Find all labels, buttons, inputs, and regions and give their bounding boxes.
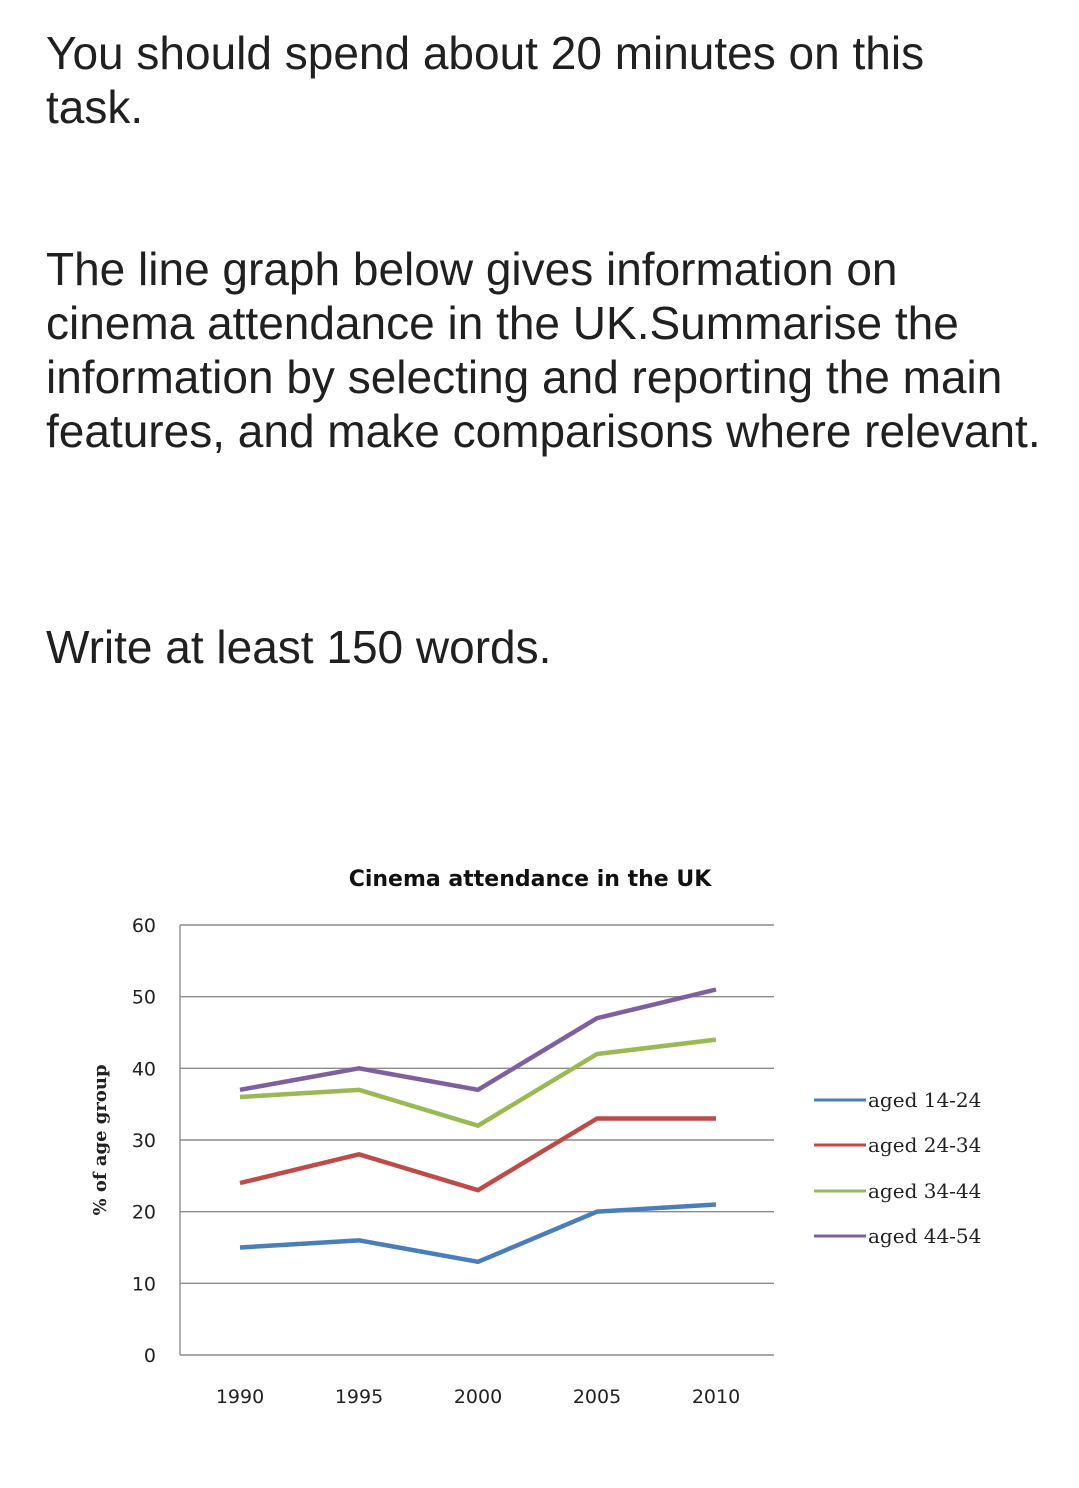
y-tick-label: 50: [131, 986, 156, 1009]
series-line-aged-14-24: [240, 1205, 716, 1262]
chart-title: Cinema attendance in the UK: [348, 867, 712, 892]
legend-entry: [814, 1133, 981, 1157]
x-tick-label: 1990: [215, 1386, 265, 1408]
x-tick-label: 2000: [453, 1386, 503, 1408]
y-tick-label: 40: [131, 1058, 156, 1081]
series-line-aged-34-44: [240, 1040, 716, 1126]
legend-label: aged 34-44: [868, 1179, 982, 1203]
legend-entry: [814, 1088, 981, 1112]
y-tick-label: 60: [131, 915, 156, 937]
y-tick-label: 30: [131, 1130, 156, 1152]
x-tick-label: 1995: [334, 1386, 384, 1408]
x-tick-label: 2010: [691, 1386, 741, 1408]
legend-label: aged 24-34: [868, 1133, 982, 1157]
series-line-aged-24-34: [240, 1119, 716, 1191]
y-tick-label: 20: [131, 1201, 156, 1224]
legend-entry: [814, 1224, 981, 1248]
legend-entry: [814, 1179, 981, 1203]
y-tick-label: 0: [143, 1345, 156, 1367]
task-prompt: The line graph below gives information on cinema attendance in the UK.Summarise the information by selecting and reporting the main features, and make comparisons where relevant.: [46, 243, 1041, 457]
task-word-count: Write at least 150 words.: [46, 621, 552, 673]
task-time-note: You should spend about 20 minutes on this task.: [46, 27, 925, 133]
legend-label: aged 44-54: [868, 1224, 982, 1248]
legend-label: aged 14-24: [868, 1088, 982, 1112]
series-line-aged-44-54: [240, 990, 716, 1090]
y-tick-label: 10: [131, 1273, 156, 1296]
line-chart: [0, 840, 1079, 1440]
y-axis-label: % of age group: [90, 1064, 111, 1216]
x-tick-label: 2005: [572, 1386, 622, 1408]
